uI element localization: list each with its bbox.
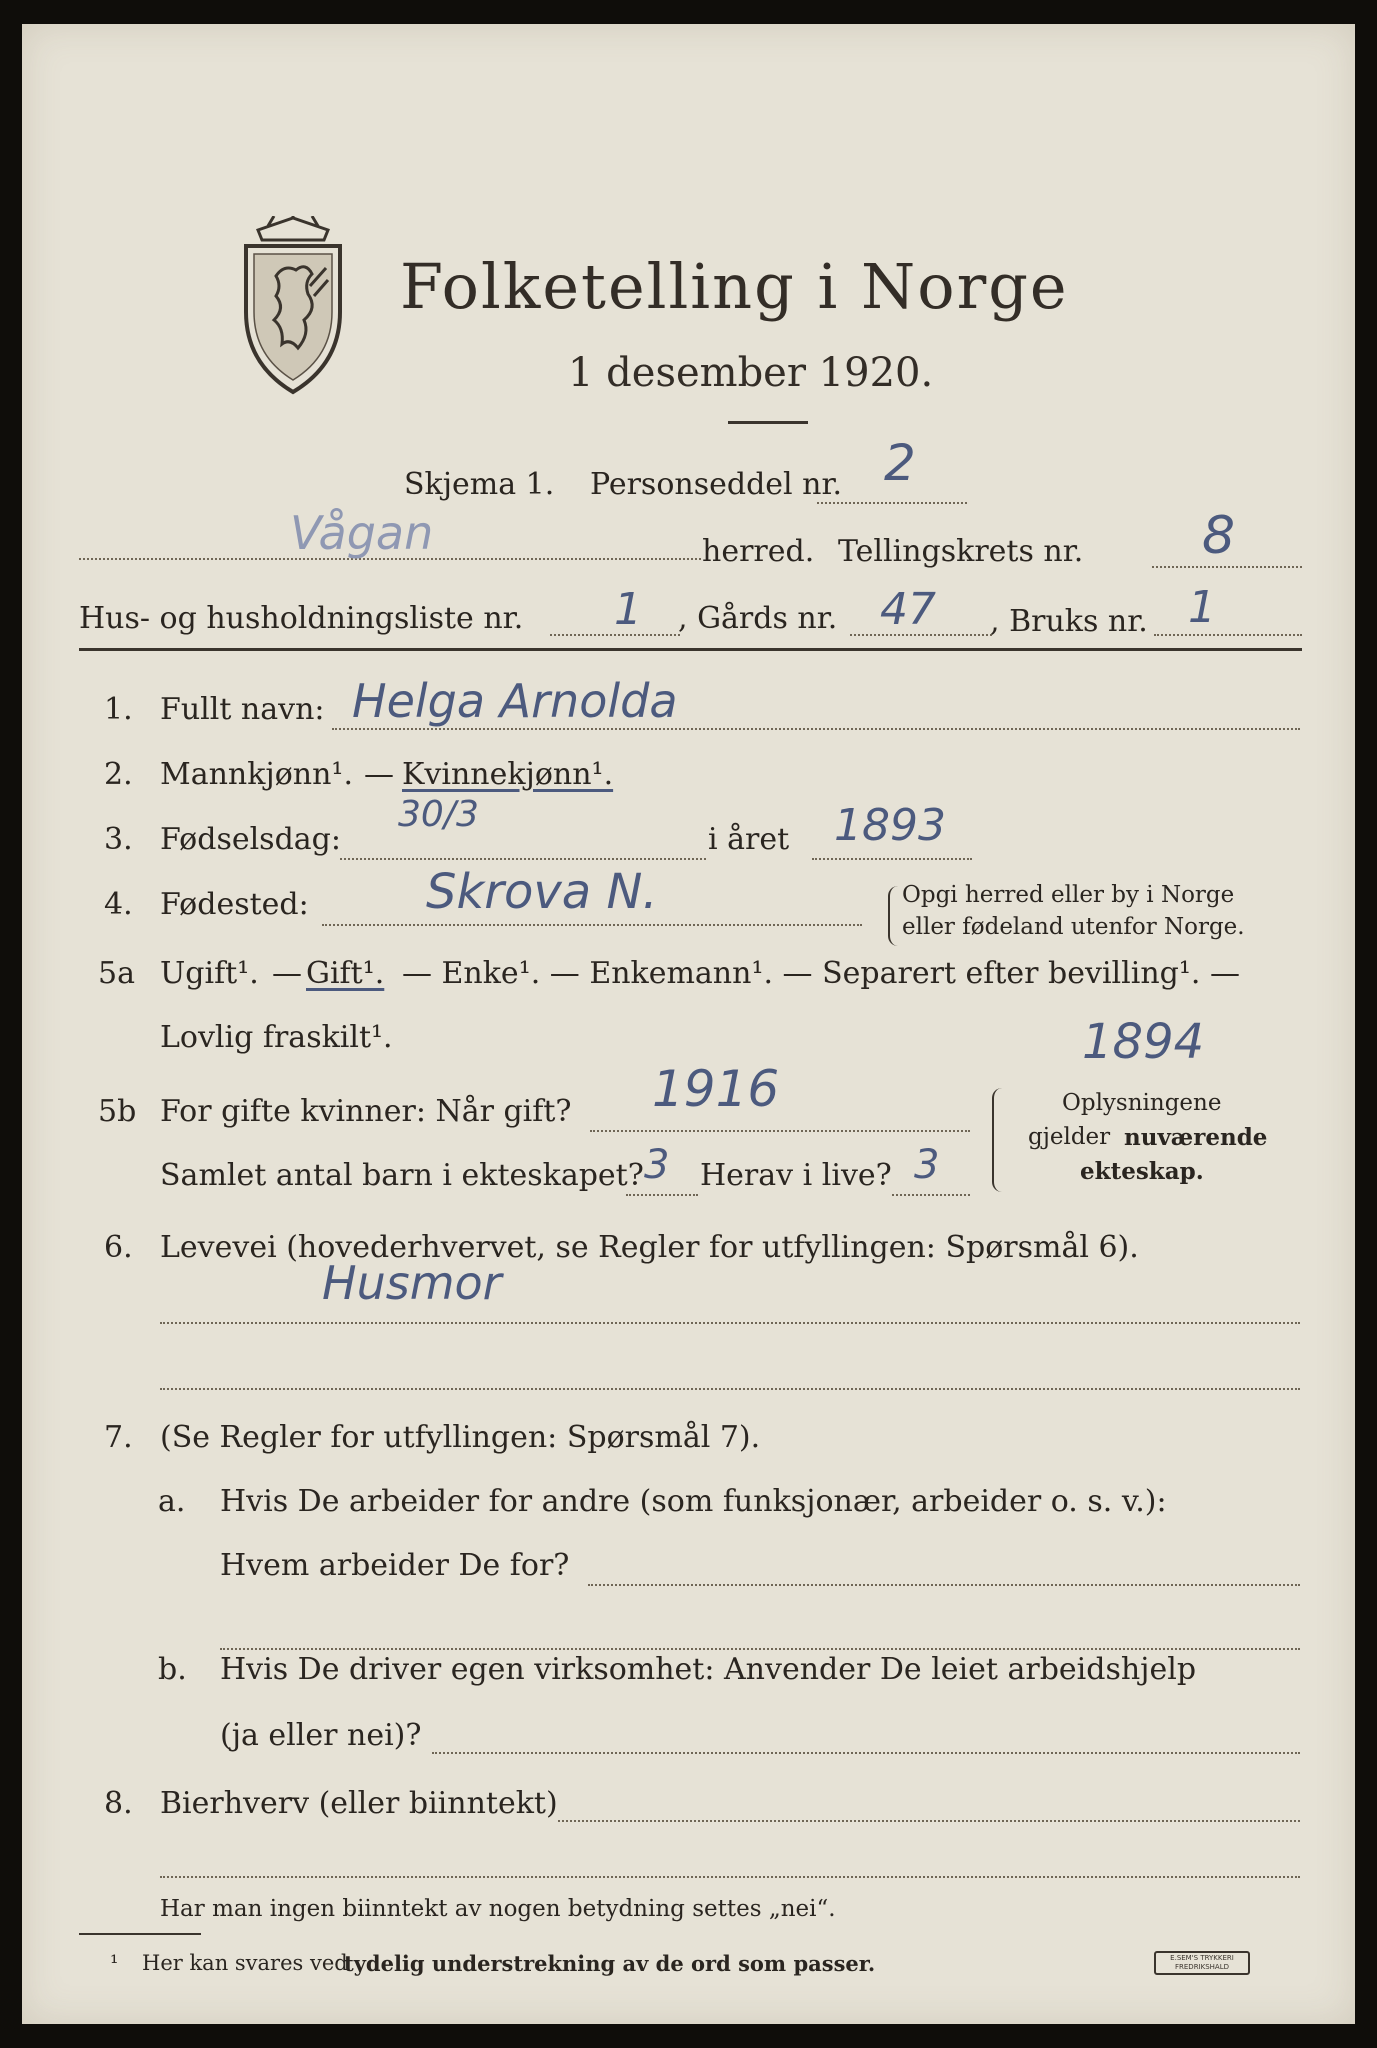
q6-number: 6. xyxy=(104,1230,133,1265)
bruks-line xyxy=(1154,634,1302,636)
q7-number: 7. xyxy=(104,1420,133,1455)
tellingskrets-value: 8 xyxy=(1202,506,1236,566)
q4-number: 4. xyxy=(104,887,133,922)
q4-label: Fødested: xyxy=(160,887,309,922)
q5a-other-options: — Enke¹. — Enkemann¹. — Separert efter bevilling¹. — xyxy=(402,956,1240,991)
coat-of-arms-icon xyxy=(238,216,348,396)
footnote-text-a: Her kan svares ved xyxy=(142,1951,348,1975)
tellingskrets-line xyxy=(1152,566,1302,568)
title-divider xyxy=(728,421,808,424)
q7a-text: Hvis De arbeider for andre (som funksjonær, arbeider o. s. v.): xyxy=(220,1484,1167,1519)
gards-label: , Gårds nr. xyxy=(678,601,838,636)
q3-value: 30/3 xyxy=(398,794,479,835)
printer-stamp-line1: E.SEM'S TRYKKERI xyxy=(1170,1954,1234,1962)
form-title: Folketelling i Norge xyxy=(400,250,1069,323)
q7b-text: Hvis De driver egen virksomhet: Anvender De leiet arbeidshjelp xyxy=(220,1652,1197,1687)
footnote-mark: ¹ xyxy=(110,1951,119,1975)
q5b-alive-label: Herav i live? xyxy=(700,1158,892,1193)
q5a-ugift: Ugift¹. xyxy=(160,956,259,991)
q5a-dash: — xyxy=(272,956,302,991)
personseddel-line xyxy=(817,502,967,504)
footnote-text-b: tydelig understrekning av de ord som passer. xyxy=(344,1951,876,1976)
q5b-note-line3: ekteskap. xyxy=(1080,1158,1204,1185)
herred-label: herred. xyxy=(702,534,815,569)
printer-stamp xyxy=(1154,1951,1250,1975)
q1-value: Helga Arnolda xyxy=(352,674,678,728)
q4-line xyxy=(322,924,862,926)
bruks-label: , Bruks nr. xyxy=(990,604,1148,639)
q3-year-value: 1893 xyxy=(834,800,946,851)
q7-label: (Se Regler for utfyllingen: Spørsmål 7). xyxy=(160,1420,761,1455)
q5b-children-label: Samlet antal barn i ekteskapet? xyxy=(160,1158,644,1193)
q1-number: 1. xyxy=(104,692,133,727)
q4-note-line2: eller fødeland utenfor Norge. xyxy=(902,914,1245,940)
gards-value: 47 xyxy=(880,584,936,635)
footnote-rule xyxy=(79,1933,201,1935)
q5b-extra-year: 1894 xyxy=(1082,1014,1205,1070)
q3-line xyxy=(340,858,706,860)
q7b-line xyxy=(432,1752,1300,1754)
q7a-text2: Hvem arbeider De for? xyxy=(220,1548,570,1583)
q6-line2 xyxy=(160,1388,1300,1390)
q5b-note-line2a: gjelder xyxy=(1028,1124,1111,1150)
q5b-note-brace xyxy=(992,1088,1004,1192)
q8-line1 xyxy=(558,1820,1300,1822)
herred-value: Vågan xyxy=(290,506,434,560)
q1-label: Fullt navn: xyxy=(160,692,325,727)
q3-number: 3. xyxy=(104,822,133,857)
q5b-note-line1: Oplysningene xyxy=(1062,1090,1222,1116)
q6-value: Husmor xyxy=(322,1256,502,1310)
q4-note-brace xyxy=(888,886,900,946)
census-date: 1 desember 1920. xyxy=(568,350,934,396)
q5b-married-line xyxy=(590,1130,970,1132)
tellingskrets-label: Tellingskrets nr. xyxy=(838,534,1084,569)
q2-number: 2. xyxy=(104,757,133,792)
q5a-fraskilt: Lovlig fraskilt¹. xyxy=(160,1020,393,1055)
q4-note-line1: Opgi herred eller by i Norge xyxy=(902,882,1235,908)
q8-number: 8. xyxy=(104,1786,133,1821)
q2-male: Mannkjønn¹. xyxy=(160,757,353,792)
q3-label: Fødselsdag: xyxy=(160,822,341,857)
q7a-line1 xyxy=(588,1584,1300,1586)
schema-label: Skjema 1. xyxy=(404,467,555,502)
q5b-alive-value: 3 xyxy=(914,1142,940,1188)
personseddel-value: 2 xyxy=(884,434,916,492)
personseddel-label: Personseddel nr. xyxy=(590,467,843,502)
bruks-value: 1 xyxy=(1188,582,1216,633)
q5b-label: For gifte kvinner: Når gift? xyxy=(160,1094,572,1129)
q5a-gift: Gift¹. xyxy=(306,956,385,991)
q6-label: Levevei (hovederhvervet, se Regler for utfyllingen: Spørsmål 6). xyxy=(160,1230,1139,1265)
q6-line1 xyxy=(160,1322,1300,1324)
printer-stamp-line2: FREDRIKSHALD xyxy=(1174,1963,1229,1971)
q8-line2 xyxy=(160,1876,1300,1878)
q3-year-line xyxy=(812,858,972,860)
q5b-alive-line xyxy=(892,1194,970,1196)
q5a-number: 5a xyxy=(98,956,135,991)
husholdning-label: Hus- og husholdningsliste nr. xyxy=(79,601,524,636)
q7b-letter: b. xyxy=(158,1652,187,1687)
q7b-text2: (ja eller nei)? xyxy=(220,1718,422,1753)
q2-female: Kvinnekjønn¹. xyxy=(402,757,614,792)
q1-line xyxy=(332,728,1300,730)
q8-note: Har man ingen biinntekt av nogen betydning settes „nei“. xyxy=(160,1896,836,1922)
q5b-children-line xyxy=(626,1194,698,1196)
q5b-children-value: 3 xyxy=(644,1142,670,1188)
q5b-note-line2b: nuværende xyxy=(1124,1124,1268,1151)
q4-value: Skrova N. xyxy=(426,864,658,920)
q5b-married-value: 1916 xyxy=(652,1060,780,1118)
q2-sep: — xyxy=(364,757,394,792)
husholdning-value: 1 xyxy=(614,584,642,635)
q8-label: Bierhverv (eller biinntekt) xyxy=(160,1786,558,1821)
q7a-letter: a. xyxy=(158,1484,186,1519)
header-separator xyxy=(79,648,1302,651)
census-form-sheet xyxy=(22,24,1355,2024)
q3-year-label: i året xyxy=(708,822,790,857)
q7a-line2 xyxy=(220,1648,1300,1650)
q5b-number: 5b xyxy=(98,1094,137,1129)
